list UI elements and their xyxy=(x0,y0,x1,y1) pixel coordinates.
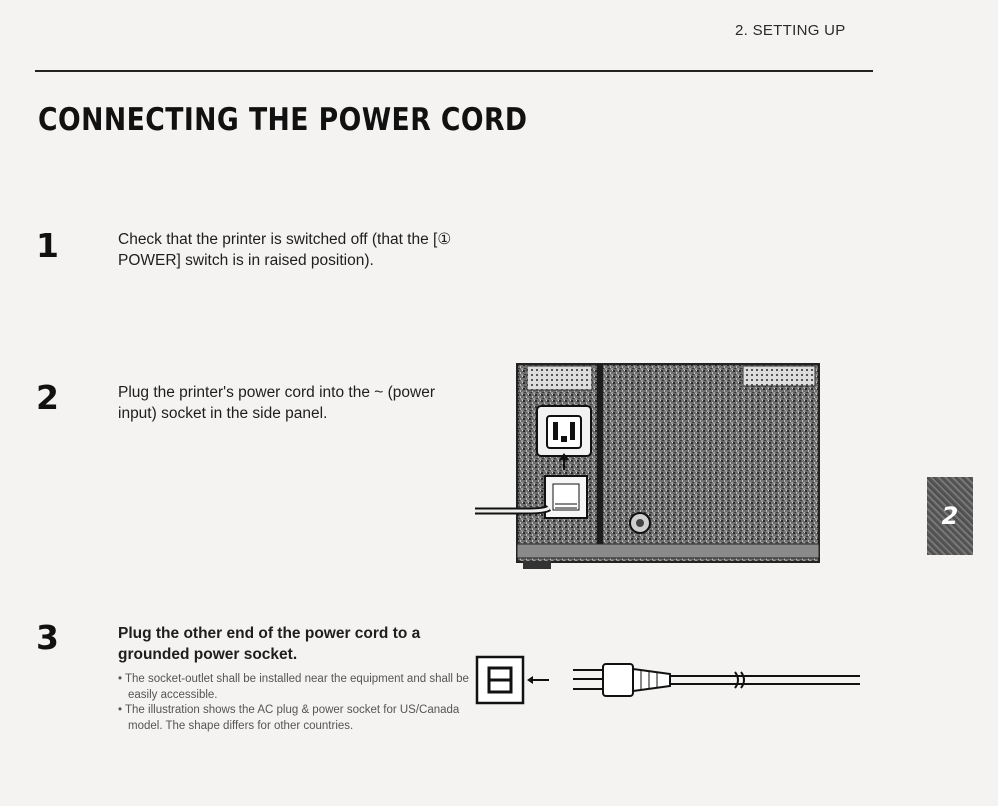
step-1-number: 1 xyxy=(36,226,59,265)
step-3-notes xyxy=(118,672,478,734)
step-3-note-2: • The illustration shows the AC plug & power socket for US/Canada model. The shape differs for other countries. xyxy=(118,703,478,734)
header-rule xyxy=(35,70,873,72)
section-header: 2. SETTING UP xyxy=(735,22,846,39)
page-title: CONNECTING THE POWER CORD xyxy=(38,102,528,138)
step-3-note-1: • The socket-outlet shall be installed near the equipment and shall be easily accessible. xyxy=(118,672,478,703)
ac-plug-socket-illustration xyxy=(475,655,865,707)
step-3-text: Plug the other end of the power cord to a grounded power socket. xyxy=(118,625,421,663)
step-2-number: 2 xyxy=(36,378,59,417)
step-1-text: Check that the printer is switched off (that the [① POWER] switch is in raised position). xyxy=(118,231,452,269)
chapter-tab xyxy=(927,477,973,555)
step-2-text: Plug the printer's power cord into the ~ (power input) socket in the side panel. xyxy=(118,384,436,422)
printer-side-panel-illustration xyxy=(475,358,825,573)
chapter-tab-number: 2 xyxy=(941,502,959,530)
step-3-number: 3 xyxy=(36,618,59,657)
